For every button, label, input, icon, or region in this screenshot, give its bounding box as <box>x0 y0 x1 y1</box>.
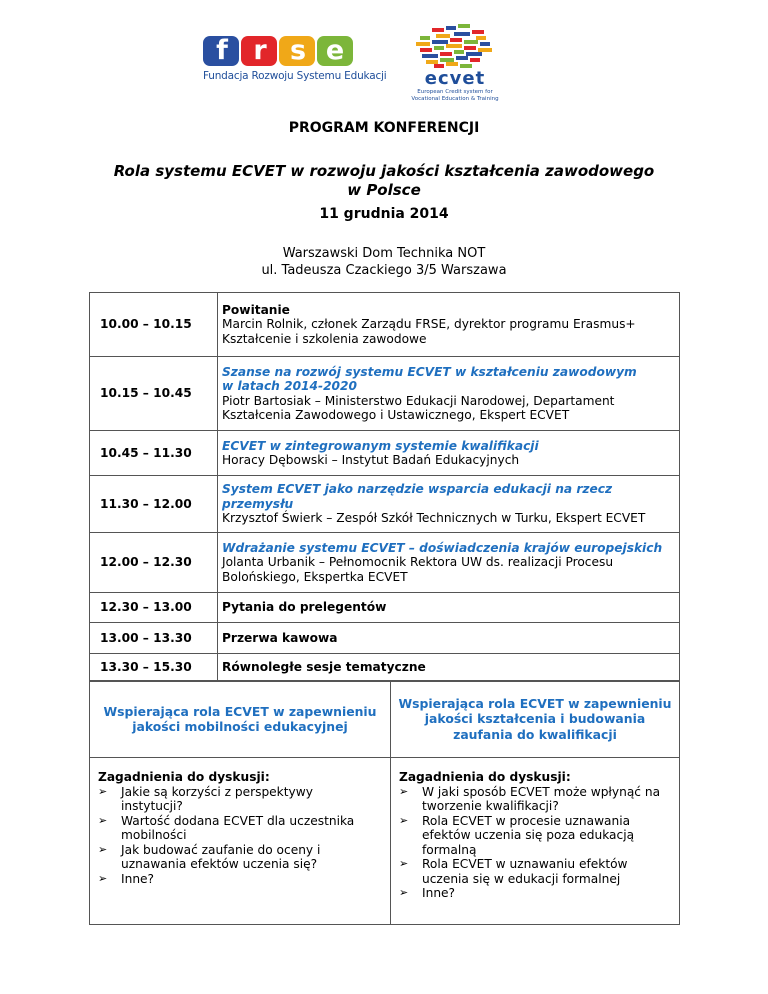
discussion-list <box>399 785 671 901</box>
agenda-row <box>90 654 680 682</box>
session-title-line: Wspierająca rola ECVET w zapewnieniu <box>398 695 672 711</box>
agenda-time: 10.00 – 10.15 <box>90 293 218 357</box>
ecvet-subtitle-line: European Credit system for <box>417 89 493 95</box>
conference-title-line: Rola systemu ECVET w rozwoju jakości kształcenia zawodowego <box>113 162 655 180</box>
frse-subtitle: Fundacja Rozwoju Systemu Edukacji <box>203 70 387 82</box>
frse-logo-letters: f r s e <box>216 35 345 66</box>
agenda-row <box>90 476 680 533</box>
session-1-header <box>89 680 391 758</box>
list-item <box>98 814 380 843</box>
agenda-time: 10.15 – 10.45 <box>90 357 218 431</box>
discussion-list <box>98 785 380 887</box>
list-item-line: ➢ W jaki sposób ECVET może wpłynąć na <box>422 784 661 799</box>
agenda-time: 12.30 – 13.00 <box>90 593 218 623</box>
agenda-title: w latach 2014-2020 <box>222 379 357 393</box>
agenda-title: przemysłu <box>222 496 294 511</box>
list-item <box>98 872 380 887</box>
venue-address: ul. Tadeusza Czackiego 3/5 Warszawa <box>261 263 507 278</box>
agenda-time: 12.00 – 12.30 <box>90 533 218 593</box>
agenda-row <box>90 431 680 476</box>
agenda-title: Powitanie <box>222 302 290 317</box>
agenda-detail: Horacy Dębowski – Instytut Badań Edukacyjnych <box>222 453 520 467</box>
session-title-line: Wspierająca rola ECVET w zapewnieniu <box>103 703 377 719</box>
session-1-title <box>104 704 377 735</box>
agenda-title: Szanse na rozwój systemu ECVET w kształceniu zawodowym <box>222 364 637 379</box>
agenda-row <box>90 533 680 593</box>
list-item-line: ➢ Inne? <box>422 886 456 900</box>
agenda-row <box>90 593 680 623</box>
ecvet-subtitle-line: Vocational Education & Training <box>411 95 499 102</box>
session-title-line: zaufania do kwalifikacji <box>453 726 617 742</box>
list-item <box>399 814 671 858</box>
session-2-header <box>390 680 680 758</box>
agenda-row <box>90 357 680 431</box>
agenda-time: 13.00 – 13.30 <box>90 623 218 654</box>
list-item-line: instytucji? <box>121 799 183 813</box>
agenda-detail: Jolanta Urbanik – Pełnomocnik Rektora UW ds. realizacji Procesu <box>222 555 614 570</box>
agenda-time: 10.45 – 11.30 <box>90 431 218 476</box>
list-item-line: formalną <box>422 842 477 857</box>
list-item-line: mobilności <box>121 828 187 842</box>
list-item-line: tworzenie kwalifikacji? <box>422 799 559 813</box>
conference-date: 11 grudnia 2014 <box>319 206 449 222</box>
agenda-detail: Piotr Bartosiak – Ministerstwo Edukacji Narodowej, Departament <box>222 393 615 408</box>
agenda-detail: Bolońskiego, Ekspertka ECVET <box>222 569 408 584</box>
agenda-title: ECVET w zintegrowanym systemie kwalifikacji <box>222 438 539 453</box>
session-2-discussion <box>390 757 680 925</box>
list-item-line: ➢ Jakie są korzyści z perspektywy <box>121 784 313 799</box>
discussion-heading: Zagadnienia do dyskusji: <box>399 770 571 784</box>
list-item <box>399 785 671 814</box>
list-item-line: uczenia się w edukacji formalnej <box>422 871 621 886</box>
agenda-title: Wdrażanie systemu ECVET – doświadczenia krajów europejskich <box>222 540 663 555</box>
agenda-title: Równoległe sesje tematyczne <box>218 654 680 682</box>
agenda-table <box>89 292 680 682</box>
agenda-title: Przerwa kawowa <box>218 623 680 654</box>
list-item <box>399 886 671 901</box>
venue-name: Warszawski Dom Technika NOT <box>282 246 486 261</box>
list-item-line: ➢ Wartość dodana ECVET dla uczestnika <box>121 813 355 828</box>
agenda-description <box>218 533 680 593</box>
agenda-detail: Krzysztof Świerk – Zespół Szkół Technicznych w Turku, Ekspert ECVET <box>222 511 646 526</box>
list-item <box>399 857 671 886</box>
discussion-heading: Zagadnienia do dyskusji: <box>98 770 270 784</box>
conference-title-line: w Polsce <box>347 181 421 199</box>
list-item <box>98 843 380 872</box>
session-title-line: jakości mobilności edukacyjnej <box>132 719 348 734</box>
agenda-time: 11.30 – 12.00 <box>90 476 218 533</box>
agenda-description <box>218 293 680 357</box>
list-item-line: efektów uczenia się poza edukacją <box>422 828 635 842</box>
agenda-row <box>90 623 680 654</box>
agenda-description <box>218 476 680 533</box>
ecvet-wordmark: ecvet <box>424 68 486 89</box>
venue <box>0 245 768 279</box>
list-item <box>98 785 380 814</box>
agenda-title: Pytania do prelegentów <box>218 593 680 623</box>
conference-title <box>0 162 768 200</box>
session-title-line: jakości kształcenia i budowania <box>424 711 646 727</box>
program-title: PROGRAM KONFERENCJI <box>288 120 480 136</box>
agenda-description <box>218 357 680 431</box>
list-item-line: ➢ Jak budować zaufanie do oceny i <box>121 842 321 857</box>
list-item-line: ➢ Inne? <box>121 871 155 886</box>
list-item-line: uznawania efektów uczenia się? <box>121 857 318 871</box>
agenda-detail: Kształcenia Zawodowego i Ustawicznego, Ekspert ECVET <box>222 408 570 422</box>
agenda-description <box>218 431 680 476</box>
session-2-title <box>399 696 672 743</box>
list-item-line: ➢ Rola ECVET w uznawaniu efektów <box>422 857 628 871</box>
agenda-time: 13.30 – 15.30 <box>90 654 218 682</box>
agenda-detail: Marcin Rolnik, członek Zarządu FRSE, dyrektor programu Erasmus+ <box>222 317 636 332</box>
session-1-discussion <box>89 757 391 925</box>
agenda-detail: Kształcenie i szkolenia zawodowe <box>222 331 427 346</box>
agenda-row <box>90 293 680 357</box>
agenda-title: System ECVET jako narzędzie wsparcia edukacji na rzecz <box>222 482 613 497</box>
list-item-line: ➢ Rola ECVET w procesie uznawania <box>422 813 631 828</box>
ecvet-subtitle <box>400 89 510 102</box>
